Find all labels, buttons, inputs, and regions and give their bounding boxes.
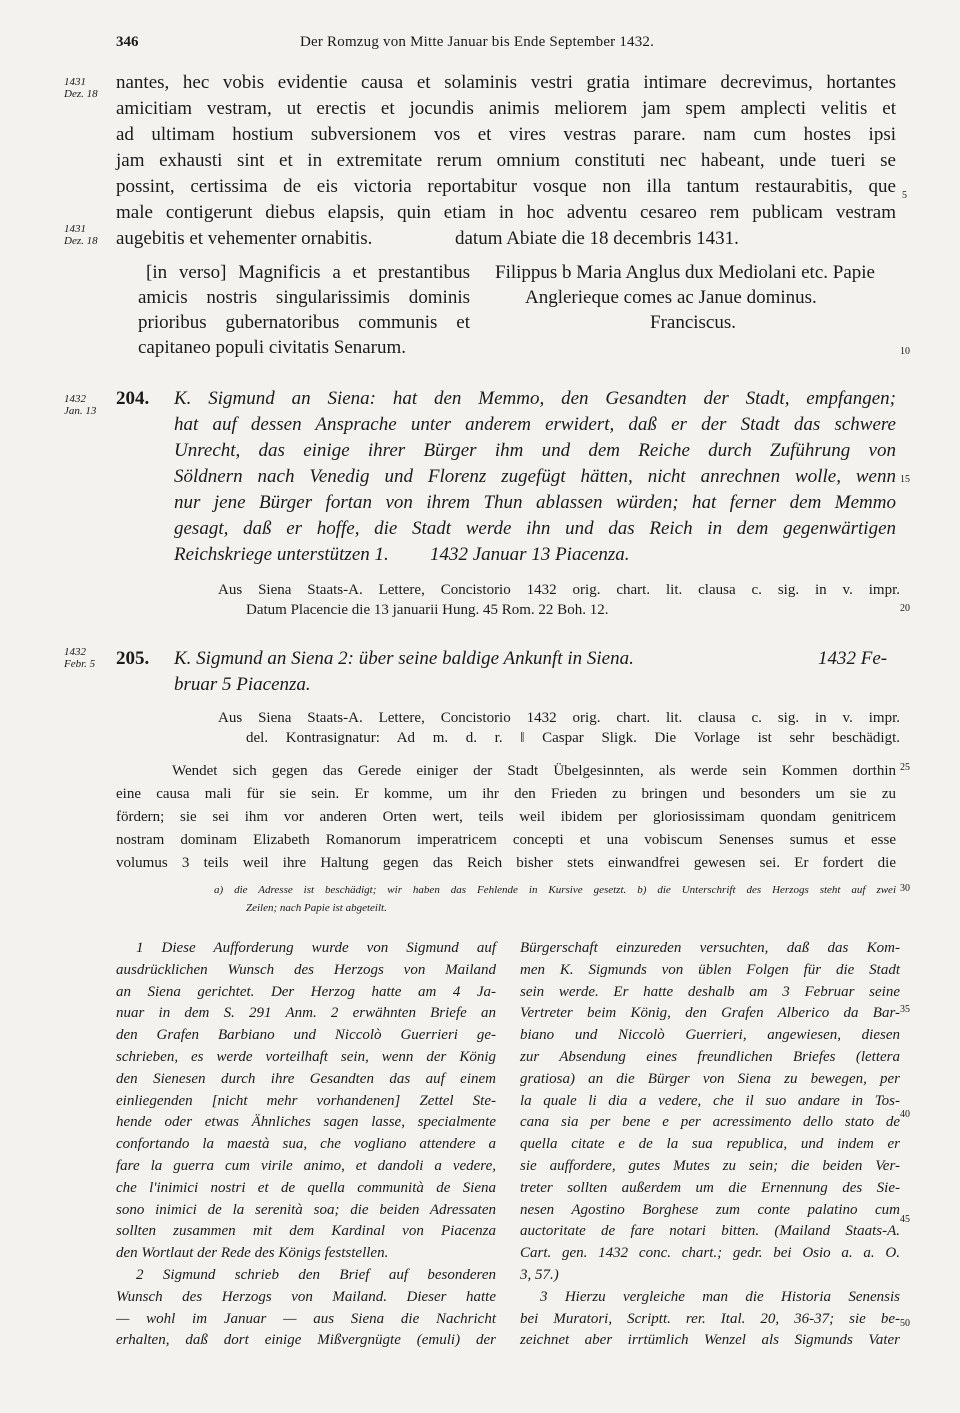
footnote-line: nesen Agostino Borghese zum conte palatino cum: [520, 1201, 900, 1218]
margin-date-1: 1431 Dez. 18: [64, 76, 98, 100]
regest-line: K. Sigmund an Siena: hat den Memmo, den Gesandten der Stadt, empfangen;: [174, 388, 896, 409]
regest-line: hat auf dessen Ansprache unter anderem erwidert, daß er der Stadt das schwere: [174, 414, 896, 435]
regest-line: Söldnern nach Venedig und Florenz zugefügt hätten, nicht anrechnen wolle, wenn: [174, 466, 896, 487]
margin-date-2: 1431 Dez. 18: [64, 223, 98, 247]
letter-line: possint, certissima de eis victoria reportabitur vosque non illa tantum restaurabitis, que: [116, 176, 896, 197]
footnote-line: sono inimici de la serenità soa; die beiden Adressaten: [116, 1201, 496, 1218]
regest-line: gesagt, daß er hoffe, die Stadt werde ihn und das Reich in dem gegenwärtigen: [174, 518, 896, 539]
letter-line: male contigerunt diebus elapsis, quin etiam in hoc adventu cesareo rem publicam vestram: [116, 202, 896, 223]
footnote-line: gratiosa) an die Bürger von Siena zu bewegen, per: [520, 1070, 900, 1087]
footnote-line: sie auffordere, gutes Mutes zu sein; die beiden Ver-: [520, 1158, 900, 1174]
letter-line: jam exhausti sint et in extremitate rerum omnium constituti nec habeant, unde tueri se: [116, 150, 896, 171]
letter-line: ad ultimam hostium subversionem vos et vires vestras parare. nam cum hostes ipsi: [116, 124, 896, 145]
line-number: 10: [900, 346, 910, 357]
footnote-line: Bürgerschaft einzureden versuchten, daß das Kom-: [520, 940, 900, 956]
footnote-line: quella citate e de la sua republica, und indem er: [520, 1136, 900, 1153]
signature-line: Filippus b Maria Anglus dux Mediolani etc. Papie: [495, 262, 875, 283]
line-number: 40: [900, 1109, 910, 1120]
address-line: prioribus gubernatoribus communis et: [138, 312, 470, 333]
entry-number: 205.: [116, 648, 150, 669]
footnote-line: den Grafen Barbiano und Niccolò Guerrieri ge-: [116, 1027, 496, 1044]
entry-number: 204.: [116, 388, 150, 409]
source-line: del. Kontrasignatur: Ad m. d. r. ‖ Caspar Sligk. Die Vorlage ist sehr beschädigt.: [246, 730, 900, 746]
line-number: 5: [902, 190, 907, 201]
footnote-line: men K. Sigmunds von üblen Folgen für die Stadt: [520, 961, 900, 978]
signature-line: Anglerieque comes ac Janue dominus.: [525, 287, 817, 308]
summary-line: nostram dominam Elizabeth Romanorum imperatricem concepti et una vobiscum Senenses sumus et esse: [116, 832, 896, 848]
letter-dating: datum Abiate die 18 decembris 1431.: [455, 228, 739, 249]
footnote-line: an Siena gerichtet. Der Herzog hatte am 4 Ja-: [116, 983, 496, 1000]
footnote-line: erhalten, daß dort einige Mißvergnügte (emuli) der: [116, 1332, 496, 1349]
page-header: [0, 34, 960, 58]
summary-line: eine causa mali für sie sein. Er komme, um ihr den Frieden zu bringen und besonders um sie zu: [116, 786, 896, 802]
line-number: 15: [900, 474, 910, 485]
address-line: capitaneo populi civitatis Senarum.: [138, 337, 407, 358]
regest-dating: 1432 Januar 13 Piacenza.: [430, 544, 630, 565]
apparatus-line: a) die Adresse ist beschädigt; wir haben das Fehlende in Kursive gesetzt. b) die Unterschrift des Herzogs steht auf zwei: [214, 884, 896, 896]
letter-line: nantes, hec vobis evidentie causa et solaminis vestri gratia intimare decrevimus, hortantes: [116, 72, 896, 93]
footnote-line: nuar in dem S. 291 Anm. 2 erwähnten Briefe an: [116, 1005, 496, 1022]
regest-line: nur jene Bürger fortan von ihrem Thun ablassen würden; hat ferner dem Memmo: [174, 492, 896, 513]
footnote-line: 1 Diese Aufforderung wurde von Sigmund auf: [136, 940, 496, 956]
footnote-line: sollten zusammen mit dem Kardinal von Piacenza: [116, 1223, 496, 1240]
footnote-line: sein werde. Er hatte deshalb am 3 Februar seine: [520, 983, 900, 1000]
letter-line: amicitiam vestram, ut erectis et jocundis animis meliorem jam spem amplecti velitis et: [116, 98, 896, 119]
footnote-line: fare la guerra cum virile animo, et dandoli a vedere,: [116, 1158, 496, 1174]
line-number: 30: [900, 883, 910, 894]
address-line: [in verso] Magnificis a et prestantibus: [146, 262, 470, 283]
footnote-line: zur Absendung eines freundlichen Briefes (lettera: [520, 1049, 900, 1065]
margin-date-4: 1432 Febr. 5: [64, 646, 96, 670]
footnote-line: 3, 57.): [520, 1267, 559, 1283]
footnote-line: 3 Hierzu vergleiche man die Historia Senensis: [540, 1288, 900, 1305]
footnote-line: schrieben, es werde vorteilhaft sein, wenn der König: [116, 1049, 496, 1065]
regest-line: Unrecht, das einige ihrer Bürger ihm und dem Reiche durch Zuführung von: [174, 440, 896, 461]
footnote-line: ausdrücklichen Wunsch des Herzogs von Mailand: [116, 961, 496, 978]
footnote-line: hende oder etwas Ähnliches sagen lasse, specialmente: [116, 1114, 496, 1131]
running-title: Der Romzug von Mitte Januar bis Ende September 1432.: [300, 34, 655, 50]
letter-line: augebitis et vehementer ornabitis.: [116, 228, 373, 249]
footnote-line: — wohl im Januar — aus Siena die Nachricht: [116, 1310, 496, 1327]
line-number: 35: [900, 1004, 910, 1015]
footnote-line: einliegenden [nicht mehr vorhandenen] Zettel Ste-: [116, 1092, 496, 1109]
address-line: amicis nostris singularissimis dominis: [138, 287, 470, 308]
footnote-line: bei Muratori, Scriptt. rer. Ital. 20, 36-37; sie be-: [520, 1310, 900, 1327]
line-number: 25: [900, 762, 910, 773]
source-line: Aus Siena Staats-A. Lettere, Concistorio 1432 orig. chart. lit. clausa c. sig. in v. impr.: [218, 710, 900, 726]
regest-line: K. Sigmund an Siena 2: über seine baldige Ankunft in Siena.: [174, 648, 634, 669]
line-number: 45: [900, 1214, 910, 1225]
summary-line: fördern; sie sei ihm vor anderen Orten wert, teils weil ibidem per gloriosissimam quondam genitricem: [116, 809, 896, 825]
footnote-line: biano und Niccolò Guerrieri, angewiesen, diesen: [520, 1027, 900, 1044]
page-number: 346: [116, 34, 139, 50]
footnote-line: 2 Sigmund schrieb den Brief auf besonderen: [136, 1267, 496, 1283]
footnote-line: Vertreter beim König, den Grafen Alberico da Bar-: [520, 1005, 900, 1022]
regest-line: bruar 5 Piacenza.: [174, 674, 311, 695]
footnote-line: Wunsch des Herzogs von Mailand. Dieser hatte: [116, 1288, 496, 1305]
footnote-line: auctoritate de fare notari bitten. (Mailand Staats-A.: [520, 1223, 900, 1240]
line-number: 20: [900, 603, 910, 614]
footnote-line: den Sienesen durch ihre Gesandten das auf einem: [116, 1070, 496, 1087]
line-number: 50: [900, 1318, 910, 1329]
footnote-line: zeichnet aber irrtümlich Wenzel als Sigmunds Vater: [520, 1332, 900, 1349]
footnote-line: den Wortlaut der Rede des Königs feststellen.: [116, 1245, 389, 1262]
apparatus-line: Zeilen; nach Papie ist abgeteilt.: [246, 902, 387, 914]
regest-line: Reichskriege unterstützen 1.: [174, 544, 389, 565]
source-line: Datum Placencie die 13 januarii Hung. 45 Rom. 22 Boh. 12.: [246, 602, 609, 618]
margin-date-3: 1432 Jan. 13: [64, 393, 97, 417]
footnote-line: treter sollten außerdem um die Ernennung des Sie-: [520, 1179, 900, 1196]
footnote-line: cana sia per bene e per acressimento dello stato de: [520, 1114, 900, 1131]
footnote-line: la quale li dia a vedere, che il suo andare in Tos-: [520, 1092, 900, 1109]
summary-line: volumus 3 teils weil ihre Haltung gegen das Reich bisher stets einwandfrei gewesen sei. Er fordert die: [116, 855, 896, 871]
footnote-line: che l'inimici nostri et de quella communità de Siena: [116, 1179, 496, 1196]
regest-dating: 1432 Fe-: [818, 648, 888, 669]
signature-line: Franciscus.: [650, 312, 737, 333]
summary-line: Wendet sich gegen das Gerede einiger der Stadt Übelgesinnten, als werde sein Kommen dorthin: [172, 763, 896, 779]
footnote-line: Cart. gen. 1432 conc. chart.; gedr. bei Osio a. a. O.: [520, 1245, 900, 1262]
source-line: Aus Siena Staats-A. Lettere, Concistorio 1432 orig. chart. lit. clausa c. sig. in v. impr.: [218, 582, 900, 598]
footnote-line: confortando la maestà sua, che vogliano attendere a: [116, 1136, 496, 1153]
